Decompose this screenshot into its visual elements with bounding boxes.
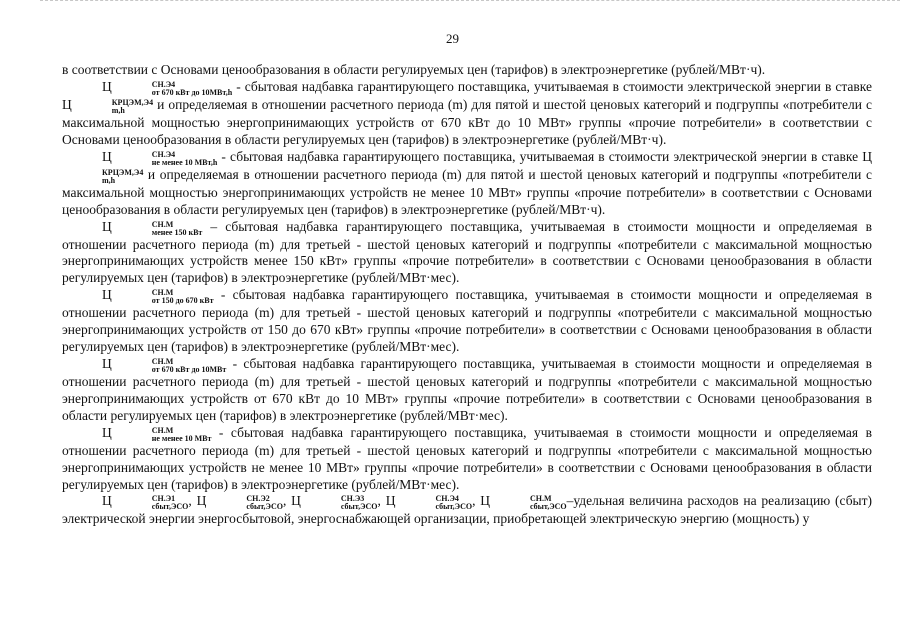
formula-symbol-4: Ц СН.Э4 сбыт,ЭСО: [385, 493, 473, 512]
paragraph-definition-power-670kw-10mw: Ц СН.М от 670 кВт до 10МВт - сбытовая надбавка гарантирующего поставщика, учитываемая в стоимости мощности и определяемая в отношении расчетного периода (m) для третьей - шестой ценовых категорий и подгруппы «потребители с максимальной мощностью энергопринимающих устройств от 670 кВт до 10 МВт» группы «прочие потребители» в соответствии с Основами ценообразования в области регулируемых цен (тарифов) в электроэнергетике (рублей/МВт·мес).: [62, 355, 872, 423]
formula-symbol: Ц СН.М менее 150 кВт: [102, 218, 203, 237]
paragraph-definition-power-150kw: Ц СН.М менее 150 кВт – сбытовая надбавка гарантирующего поставщика, учитываемая в стоимости мощности и определяемая в отношении расчетного периода (m) для третьей - шестой ценовых категорий и подгруппы «потребители с максимальной мощностью энергопринимающих устройств менее 150 кВт» группы «прочие потребители» в соответствии с Основами ценообразования в области регулируемых цен (тарифов) в электроэнергетике (рублей/МВт·мес).: [62, 218, 872, 286]
paragraph-definition-energy-670kw-10mw: Ц СН.Э4 от 670 кВт до 10МВт,h - сбытовая надбавка гарантирующего поставщика, учитываемая в стоимости электрической энергии в ставке Ц КРЦЭМ,Э4 m,h и определяемая в отношении расчетного периода (m) для пятой и шестой ценовых категорий и подгруппы «потребители с максимальной мощностью энергопринимающих устройств от 670 кВт до 10 МВт» группы «прочие потребители» в соответствии с Основами ценообразования в области регулируемых цен (тарифов) в электроэнергетике (рублей/МВт·ч).: [62, 78, 872, 147]
formula-symbol-rate: Ц КРЦЭМ,Э4 m,h: [62, 96, 154, 115]
top-scan-border: [40, 0, 900, 3]
paragraph-definition-energy-10mw: Ц СН.Э4 не менее 10 МВт,h - сбытовая надбавка гарантирующего поставщика, учитываемая в стоимости электрической энергии в ставке Ц КРЦЭМ,Э4 m,h и определяемая в отношении расчетного периода (m) для пятой и шестой ценовых категорий и подгруппы «потребители с максимальной мощностью энергопринимающих устройств не менее 10 МВт» группы «прочие потребители» в соответствии с Основами ценообразования в области регулируемых цен (тарифов) в электроэнергетике (рублей/МВт·ч).: [62, 148, 872, 217]
paragraph-continuation: в соответствии с Основами ценообразования в области регулируемых цен (тарифов) в электроэнергетике (рублей/МВт·ч).: [62, 62, 766, 77]
formula-symbol-2: Ц СН.Э2 сбыт,ЭСО: [196, 493, 283, 512]
formula-symbol: Ц СН.Э4 не менее 10 МВт,h: [102, 148, 218, 167]
paragraph-definition-sales-expenses: Ц СН.Э1 сбыт,ЭСО , Ц СН.Э2 сбыт,ЭСО , Ц СН.Э3 сбыт,ЭСО , Ц СН.Э4 сбыт,ЭСО , Ц СН.М сбыт,ЭСО –удельная величина расходов на реализацию (сбыт) электрической энергии энергосбытовой, энергоснабжающей организации, приобретающей электрическую энергию (мощность) у: [62, 493, 873, 527]
formula-symbol-5: Ц СН.М сбыт,ЭСО: [480, 493, 567, 512]
document-body: [62, 62, 872, 528]
paragraph-definition-power-150-670kw: Ц СН.М от 150 до 670 кВт - сбытовая надбавка гарантирующего поставщика, учитываемая в стоимости мощности и определяемая в отношении расчетного периода (m) для третьей - шестой ценовых категорий и подгруппы «потребители с максимальной мощностью энергопринимающих устройств от 150 до 670 кВт» группы «прочие потребители» в соответствии с Основами ценообразования в области регулируемых цен (тарифов) в электроэнергетике (рублей/МВт·мес).: [62, 287, 872, 355]
formula-symbol-rate: Ц КРЦЭМ,Э4 m,h: [102, 148, 872, 185]
page-number: 29: [446, 31, 459, 46]
paragraph-definition-power-10mw: Ц СН.М не менее 10 МВт - сбытовая надбавка гарантирующего поставщика, учитываемая в стоимости мощности и определяемая в отношении расчетного периода (m) для третьей - шестой ценовых категорий и подгруппы «потребители с максимальной мощностью энергопринимающих устройств не менее 10 МВт» группы «прочие потребители» в соответствии с Основами ценообразования в области регулируемых цен (тарифов) в электроэнергетике (рублей/МВт·мес).: [62, 424, 872, 492]
formula-symbol: Ц СН.М не менее 10 МВт: [102, 424, 212, 443]
formula-symbol: Ц СН.М от 670 кВт до 10МВт: [102, 355, 227, 374]
formula-symbol-3: Ц СН.Э3 сбыт,ЭСО: [291, 493, 378, 512]
formula-symbol: Ц СН.Э4 от 670 кВт до 10МВт,h: [102, 78, 233, 97]
formula-symbol: Ц СН.М от 150 до 670 кВт: [102, 287, 214, 306]
formula-symbol-1: Ц СН.Э1 сбыт,ЭСО: [102, 493, 189, 512]
